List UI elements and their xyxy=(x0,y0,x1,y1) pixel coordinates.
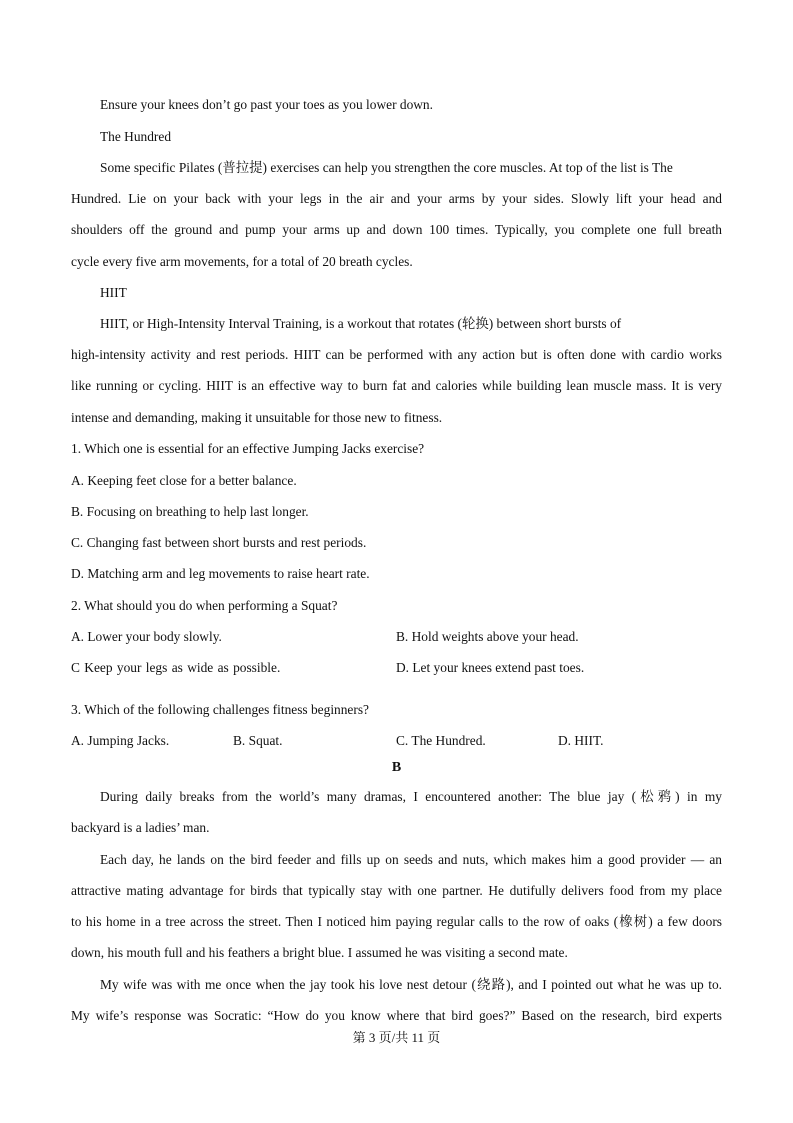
question-1-option-c: C. Changing fast between short bursts and rest periods. xyxy=(71,535,367,550)
question-2-stem: 2. What should you do when performing a Squat? xyxy=(71,598,338,613)
paragraph-line: like running or cycling. HIIT is an effective way to burn fat and calories while building lean muscle mass. It is very xyxy=(71,378,722,393)
question-1-option-a: A. Keeping feet close for a better balance. xyxy=(71,473,297,488)
paragraph-line: intense and demanding, making it unsuitable for those new to fitness. xyxy=(71,410,443,425)
paragraph-line: cycle every five arm movements, for a total of 20 breath cycles. xyxy=(71,254,413,269)
paragraph-line: Some specific Pilates (普拉提) exercises can help you strengthen the core muscles. At top of the list is The xyxy=(100,160,673,175)
paragraph-line: Ensure your knees don’t go past your toes as you lower down. xyxy=(100,97,433,112)
paragraph-line: My wife was with me once when the jay took his love nest detour (绕路), and I pointed out what he was up to. xyxy=(100,977,722,992)
paragraph-line: shoulders off the ground and pump your arms up and down 100 times. Typically, you complete one full breath xyxy=(71,222,722,237)
paragraph-line: Each day, he lands on the bird feeder and fills up on seeds and nuts, which makes him a good provider — an xyxy=(100,852,722,867)
subheading-the-hundred: The Hundred xyxy=(100,129,172,144)
question-3-option-d: D. HIIT. xyxy=(558,733,604,748)
question-2-option-a: A. Lower your body slowly. xyxy=(71,629,222,644)
question-1-stem: 1. Which one is essential for an effective Jumping Jacks exercise? xyxy=(71,441,425,456)
paragraph-line: During daily breaks from the world’s many dramas, I encountered another: The blue jay (松鸦) in my xyxy=(100,789,722,804)
paragraph-line: HIIT, or High-Intensity Interval Training, is a workout that rotates (轮换) between short bursts of xyxy=(100,316,622,331)
paragraph-line: attractive mating advantage for birds that typically stay with one partner. He dutifully delivers food from my place xyxy=(71,883,722,898)
paragraph-line: to his home in a tree across the street. Then I noticed him paying regular calls to the row of oaks (橡树) a few doors xyxy=(71,914,722,929)
question-3-stem: 3. Which of the following challenges fitness beginners? xyxy=(71,702,369,717)
paragraph-line: backyard is a ladies’ man. xyxy=(71,820,210,835)
paragraph-line: Hundred. Lie on your back with your legs in the air and your arms by your sides. Slowly lift your head and xyxy=(71,191,722,206)
paragraph-line: My wife’s response was Socratic: “How do you know where that bird goes?” Based on the research, bird experts xyxy=(71,1008,722,1023)
subheading-hiit: HIIT xyxy=(100,285,127,300)
page-footer: 第 3 页/共 11 页 xyxy=(352,1030,441,1045)
question-3-option-a: A. Jumping Jacks. xyxy=(71,733,170,748)
question-3-option-b: B. Squat. xyxy=(233,733,283,748)
question-2-option-d: D. Let your knees extend past toes. xyxy=(396,660,585,675)
question-2-option-b: B. Hold weights above your head. xyxy=(396,629,579,644)
section-b-heading: B xyxy=(391,760,402,775)
paragraph-line: high-intensity activity and rest periods. HIIT can be performed with any action but is often done with cardio works xyxy=(71,347,722,362)
question-2-option-c: C Keep your legs as wide as possible. xyxy=(71,660,281,675)
question-1-option-b: B. Focusing on breathing to help last longer. xyxy=(71,504,309,519)
paragraph-line: down, his mouth full and his feathers a bright blue. I assumed he was visiting a second mate. xyxy=(71,945,568,960)
question-1-option-d: D. Matching arm and leg movements to raise heart rate. xyxy=(71,566,370,581)
question-3-option-c: C. The Hundred. xyxy=(396,733,486,748)
